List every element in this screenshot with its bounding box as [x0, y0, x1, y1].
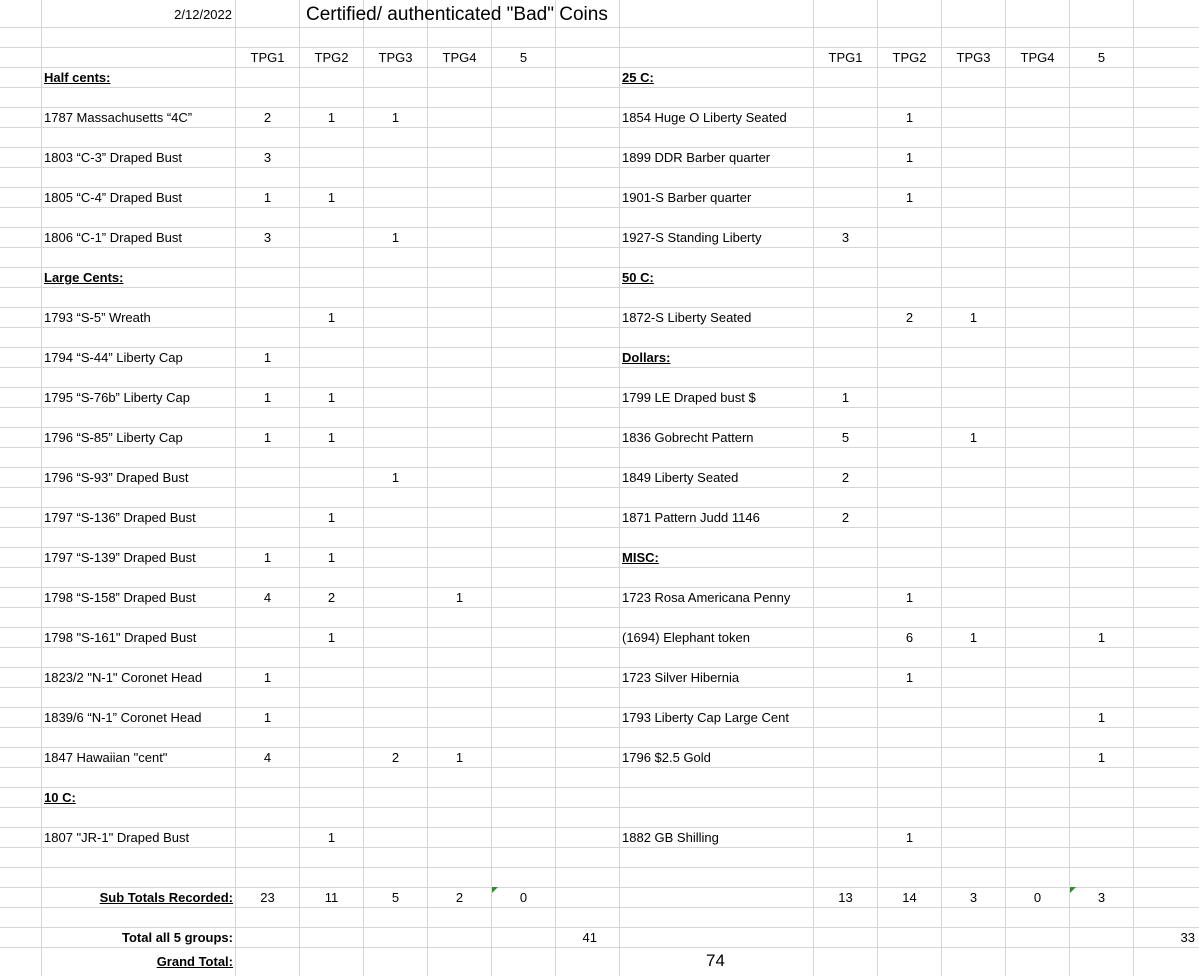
- count-cell-tpg2[interactable]: 1: [905, 830, 914, 845]
- count-cell-tpg5[interactable]: 1: [1097, 710, 1106, 725]
- count-cell-tpg1[interactable]: [814, 828, 877, 848]
- count-cell-tpg3[interactable]: [364, 628, 427, 648]
- count-cell-tpg2[interactable]: 1: [905, 670, 914, 685]
- count-cell-tpg1[interactable]: [814, 588, 877, 608]
- count-cell-tpg5[interactable]: [492, 228, 555, 248]
- right-subtotal-5[interactable]: 3: [1097, 890, 1106, 905]
- count-cell-tpg1[interactable]: 1: [263, 670, 272, 685]
- count-cell-tpg5[interactable]: [492, 628, 555, 648]
- coin-name-cell[interactable]: 1854 Huge O Liberty Seated: [622, 110, 787, 125]
- count-cell-tpg5[interactable]: 1: [1097, 750, 1106, 765]
- count-cell-tpg3[interactable]: [364, 508, 427, 528]
- count-cell-tpg5[interactable]: [492, 508, 555, 528]
- count-cell-tpg2[interactable]: [878, 508, 941, 528]
- count-cell-tpg2[interactable]: 6: [905, 630, 914, 645]
- count-cell-tpg3[interactable]: [942, 668, 1005, 688]
- count-cell-tpg5[interactable]: [1070, 308, 1133, 328]
- count-cell-tpg1[interactable]: 1: [263, 710, 272, 725]
- count-cell-tpg2[interactable]: 1: [905, 150, 914, 165]
- count-cell-tpg4[interactable]: [428, 468, 491, 488]
- count-cell-tpg4[interactable]: [428, 828, 491, 848]
- section-half-cents[interactable]: Half cents:: [44, 70, 111, 85]
- coin-name-cell[interactable]: 1803 “C-3” Draped Bust: [44, 150, 183, 165]
- count-cell-tpg3[interactable]: [942, 468, 1005, 488]
- count-cell-tpg5[interactable]: 1: [1097, 630, 1106, 645]
- count-cell-tpg4[interactable]: [1006, 188, 1069, 208]
- count-cell-tpg5[interactable]: [1070, 668, 1133, 688]
- count-cell-tpg1[interactable]: [236, 508, 299, 528]
- date-cell[interactable]: 2/12/2022: [174, 7, 232, 22]
- count-cell-tpg4[interactable]: [428, 228, 491, 248]
- count-cell-tpg3[interactable]: 1: [391, 230, 400, 245]
- count-cell-tpg5[interactable]: [492, 468, 555, 488]
- count-cell-tpg4[interactable]: 1: [455, 590, 464, 605]
- grand-total-label[interactable]: Grand Total:: [156, 954, 233, 969]
- section-dollars[interactable]: Dollars:: [622, 350, 671, 365]
- coin-name-cell[interactable]: 1723 Silver Hibernia: [622, 670, 740, 685]
- coin-name-cell[interactable]: 1798 "S-161" Draped Bust: [44, 630, 197, 645]
- count-cell-tpg4[interactable]: [1006, 628, 1069, 648]
- left-subtotal-5[interactable]: 0: [519, 890, 528, 905]
- count-cell-tpg1[interactable]: [236, 828, 299, 848]
- coin-name-cell[interactable]: 1787 Massachusetts “4C”: [44, 110, 193, 125]
- right-subtotal-tpg2[interactable]: 14: [902, 890, 917, 905]
- count-cell-tpg5[interactable]: [492, 548, 555, 568]
- coin-name-cell[interactable]: 1872-S Liberty Seated: [622, 310, 752, 325]
- count-cell-tpg5[interactable]: [1070, 428, 1133, 448]
- count-cell-tpg5[interactable]: [492, 388, 555, 408]
- count-cell-tpg1[interactable]: 1: [841, 390, 850, 405]
- count-cell-tpg4[interactable]: [428, 148, 491, 168]
- count-cell-tpg2[interactable]: [878, 748, 941, 768]
- left-col-header-5[interactable]: 5: [519, 50, 528, 65]
- right-col-header-tpg1[interactable]: TPG1: [828, 50, 863, 65]
- count-cell-tpg5[interactable]: [1070, 228, 1133, 248]
- count-cell-tpg1[interactable]: [236, 308, 299, 328]
- count-cell-tpg5[interactable]: [492, 828, 555, 848]
- count-cell-tpg4[interactable]: [1006, 428, 1069, 448]
- gridline-horizontal: [0, 807, 1199, 808]
- coin-name-cell[interactable]: 1797 “S-136” Draped Bust: [44, 510, 196, 525]
- count-cell-tpg3[interactable]: [942, 828, 1005, 848]
- count-cell-tpg2[interactable]: 2: [327, 590, 336, 605]
- count-cell-tpg1[interactable]: [236, 468, 299, 488]
- section-large-cents[interactable]: Large Cents:: [44, 270, 124, 285]
- count-cell-tpg1[interactable]: 2: [841, 470, 850, 485]
- count-cell-tpg4[interactable]: [428, 428, 491, 448]
- count-cell-tpg3[interactable]: 1: [969, 630, 978, 645]
- section-misc[interactable]: MISC:: [622, 550, 659, 565]
- count-cell-tpg2[interactable]: 1: [327, 430, 336, 445]
- count-cell-tpg3[interactable]: [364, 148, 427, 168]
- count-cell-tpg4[interactable]: [1006, 668, 1069, 688]
- count-cell-tpg3[interactable]: [942, 188, 1005, 208]
- count-cell-tpg1[interactable]: 3: [841, 230, 850, 245]
- coin-name-cell[interactable]: 1807 "JR-1" Draped Bust: [44, 830, 190, 845]
- count-cell-tpg4[interactable]: [1006, 508, 1069, 528]
- count-cell-tpg5[interactable]: [492, 188, 555, 208]
- count-cell-tpg3[interactable]: [364, 428, 427, 448]
- gridline-horizontal: [0, 267, 1199, 268]
- left-group-total[interactable]: 41: [582, 930, 597, 945]
- count-cell-tpg5[interactable]: [492, 108, 555, 128]
- count-cell-tpg1[interactable]: [814, 148, 877, 168]
- count-cell-tpg5[interactable]: [1070, 588, 1133, 608]
- count-cell-tpg1[interactable]: 3: [263, 230, 272, 245]
- count-cell-tpg4[interactable]: [428, 508, 491, 528]
- count-cell-tpg2[interactable]: 1: [905, 190, 914, 205]
- count-cell-tpg5[interactable]: [492, 708, 555, 728]
- coin-name-cell[interactable]: 1796 $2.5 Gold: [622, 750, 711, 765]
- count-cell-tpg5[interactable]: [492, 428, 555, 448]
- count-cell-tpg2[interactable]: [300, 228, 363, 248]
- count-cell-tpg3[interactable]: [364, 708, 427, 728]
- count-cell-tpg5[interactable]: [492, 348, 555, 368]
- count-cell-tpg5[interactable]: [1070, 468, 1133, 488]
- count-cell-tpg2[interactable]: 1: [327, 630, 336, 645]
- grand-total-value[interactable]: 74: [706, 951, 725, 970]
- count-cell-tpg5[interactable]: [492, 148, 555, 168]
- right-subtotal-tpg1[interactable]: 13: [838, 890, 853, 905]
- right-group-total[interactable]: 33: [1180, 930, 1195, 945]
- count-cell-tpg3[interactable]: [364, 308, 427, 328]
- left-subtotal-tpg4[interactable]: 2: [455, 890, 464, 905]
- count-cell-tpg3[interactable]: [942, 108, 1005, 128]
- coin-name-cell[interactable]: 1794 “S-44” Liberty Cap: [44, 350, 183, 365]
- count-cell-tpg4[interactable]: [1006, 748, 1069, 768]
- count-cell-tpg1[interactable]: 1: [263, 550, 272, 565]
- section-50c[interactable]: 50 C:: [622, 270, 654, 285]
- coin-name-cell[interactable]: 1847 Hawaiian "cent": [44, 750, 168, 765]
- count-cell-tpg3[interactable]: [364, 388, 427, 408]
- count-cell-tpg1[interactable]: 1: [263, 350, 272, 365]
- count-cell-tpg5[interactable]: [492, 748, 555, 768]
- count-cell-tpg3[interactable]: 2: [391, 750, 400, 765]
- count-cell-tpg4[interactable]: [428, 548, 491, 568]
- coin-name-cell[interactable]: 1805 “C-4” Draped Bust: [44, 190, 183, 205]
- count-cell-tpg2[interactable]: [300, 468, 363, 488]
- count-cell-tpg2[interactable]: 1: [327, 830, 336, 845]
- count-cell-tpg1[interactable]: 2: [263, 110, 272, 125]
- count-cell-tpg3[interactable]: [364, 668, 427, 688]
- count-cell-tpg2[interactable]: 1: [327, 390, 336, 405]
- count-cell-tpg1[interactable]: [814, 188, 877, 208]
- right-col-header-5[interactable]: 5: [1097, 50, 1106, 65]
- count-cell-tpg4[interactable]: [428, 628, 491, 648]
- gridline-horizontal: [0, 867, 1199, 868]
- comment-indicator-icon[interactable]: [1070, 887, 1076, 893]
- count-cell-tpg3[interactable]: [942, 228, 1005, 248]
- gridline-horizontal: [0, 287, 1199, 288]
- count-cell-tpg2[interactable]: [300, 708, 363, 728]
- count-cell-tpg3[interactable]: [364, 828, 427, 848]
- count-cell-tpg3[interactable]: [942, 588, 1005, 608]
- count-cell-tpg5[interactable]: [1070, 148, 1133, 168]
- count-cell-tpg4[interactable]: [1006, 588, 1069, 608]
- coin-name-cell[interactable]: 1839/6 “N-1” Coronet Head: [44, 710, 202, 725]
- coin-name-cell[interactable]: 1823/2 "N-1" Coronet Head: [44, 670, 203, 685]
- count-cell-tpg3[interactable]: [942, 388, 1005, 408]
- gridline-horizontal: [0, 87, 1199, 88]
- count-cell-tpg5[interactable]: [492, 588, 555, 608]
- count-cell-tpg3[interactable]: [942, 748, 1005, 768]
- count-cell-tpg2[interactable]: [300, 748, 363, 768]
- coin-name-cell[interactable]: 1836 Gobrecht Pattern: [622, 430, 754, 445]
- count-cell-tpg2[interactable]: [878, 228, 941, 248]
- count-cell-tpg2[interactable]: 1: [327, 550, 336, 565]
- right-col-header-tpg3[interactable]: TPG3: [956, 50, 991, 65]
- count-cell-tpg1[interactable]: 1: [263, 430, 272, 445]
- section-10c[interactable]: 10 C:: [44, 790, 76, 805]
- count-cell-tpg1[interactable]: 5: [841, 430, 850, 445]
- count-cell-tpg2[interactable]: [878, 428, 941, 448]
- right-col-header-tpg2[interactable]: TPG2: [892, 50, 927, 65]
- count-cell-tpg4[interactable]: 1: [455, 750, 464, 765]
- count-cell-tpg3[interactable]: 1: [969, 310, 978, 325]
- count-cell-tpg5[interactable]: [492, 668, 555, 688]
- count-cell-tpg5[interactable]: [1070, 188, 1133, 208]
- coin-name-cell[interactable]: 1901-S Barber quarter: [622, 190, 752, 205]
- sheet-title[interactable]: Certified/ authenticated "Bad" Coins: [306, 4, 608, 25]
- count-cell-tpg5[interactable]: [1070, 388, 1133, 408]
- count-cell-tpg4[interactable]: [428, 708, 491, 728]
- count-cell-tpg4[interactable]: [1006, 708, 1069, 728]
- coin-name-cell[interactable]: 1806 “C-1” Draped Bust: [44, 230, 183, 245]
- coin-name-cell[interactable]: 1799 LE Draped bust $: [622, 390, 756, 405]
- count-cell-tpg4[interactable]: [428, 348, 491, 368]
- count-cell-tpg1[interactable]: [236, 628, 299, 648]
- coin-name-cell[interactable]: 1793 Liberty Cap Large Cent: [622, 710, 789, 725]
- count-cell-tpg2[interactable]: 1: [327, 110, 336, 125]
- count-cell-tpg1[interactable]: [814, 308, 877, 328]
- count-cell-tpg1[interactable]: [814, 708, 877, 728]
- count-cell-tpg1[interactable]: [814, 108, 877, 128]
- count-cell-tpg3[interactable]: [364, 188, 427, 208]
- count-cell-tpg4[interactable]: [428, 108, 491, 128]
- coin-name-cell[interactable]: 1796 “S-85” Liberty Cap: [44, 430, 183, 445]
- left-col-header-tpg3[interactable]: TPG3: [378, 50, 413, 65]
- count-cell-tpg2[interactable]: 1: [327, 310, 336, 325]
- coin-name-cell[interactable]: 1797 “S-139” Draped Bust: [44, 550, 196, 565]
- count-cell-tpg1[interactable]: [814, 668, 877, 688]
- coin-name-cell[interactable]: 1796 “S-93” Draped Bust: [44, 470, 189, 485]
- count-cell-tpg1[interactable]: 3: [263, 150, 272, 165]
- count-cell-tpg2[interactable]: [300, 148, 363, 168]
- count-cell-tpg1[interactable]: 2: [841, 510, 850, 525]
- count-cell-tpg3[interactable]: [364, 348, 427, 368]
- count-cell-tpg3[interactable]: [364, 588, 427, 608]
- count-cell-tpg4[interactable]: [1006, 228, 1069, 248]
- count-cell-tpg4[interactable]: [1006, 388, 1069, 408]
- right-col-header-tpg4[interactable]: TPG4: [1020, 50, 1055, 65]
- count-cell-tpg5[interactable]: [1070, 508, 1133, 528]
- coin-name-cell[interactable]: 1871 Pattern Judd 1146: [622, 510, 760, 525]
- count-cell-tpg4[interactable]: [1006, 468, 1069, 488]
- total-all-groups-label[interactable]: Total all 5 groups:: [122, 930, 233, 945]
- coin-name-cell[interactable]: 1798 “S-158” Draped Bust: [44, 590, 196, 605]
- subtotals-label[interactable]: Sub Totals Recorded:: [99, 890, 233, 905]
- count-cell-tpg4[interactable]: [428, 388, 491, 408]
- left-subtotal-tpg3[interactable]: 5: [391, 890, 400, 905]
- count-cell-tpg3[interactable]: 1: [391, 110, 400, 125]
- count-cell-tpg1[interactable]: 4: [263, 590, 272, 605]
- count-cell-tpg1[interactable]: [814, 628, 877, 648]
- count-cell-tpg5[interactable]: [1070, 108, 1133, 128]
- left-col-header-tpg1[interactable]: TPG1: [250, 50, 285, 65]
- count-cell-tpg3[interactable]: 1: [969, 430, 978, 445]
- count-cell-tpg1[interactable]: 4: [263, 750, 272, 765]
- count-cell-tpg3[interactable]: [942, 708, 1005, 728]
- left-col-header-tpg2[interactable]: TPG2: [314, 50, 349, 65]
- count-cell-tpg2[interactable]: 1: [905, 110, 914, 125]
- gridline-horizontal: [0, 787, 1199, 788]
- comment-indicator-icon[interactable]: [492, 887, 498, 893]
- right-subtotal-tpg3[interactable]: 3: [969, 890, 978, 905]
- count-cell-tpg1[interactable]: [814, 748, 877, 768]
- count-cell-tpg2[interactable]: 1: [327, 190, 336, 205]
- count-cell-tpg3[interactable]: [942, 508, 1005, 528]
- count-cell-tpg2[interactable]: [878, 468, 941, 488]
- count-cell-tpg4[interactable]: [1006, 148, 1069, 168]
- count-cell-tpg5[interactable]: [492, 308, 555, 328]
- left-col-header-tpg4[interactable]: TPG4: [442, 50, 477, 65]
- section-25c[interactable]: 25 C:: [622, 70, 654, 85]
- coin-name-cell[interactable]: 1927-S Standing Liberty: [622, 230, 762, 245]
- count-cell-tpg1[interactable]: 1: [263, 390, 272, 405]
- left-subtotal-tpg1[interactable]: 23: [260, 890, 275, 905]
- count-cell-tpg4[interactable]: [428, 308, 491, 328]
- count-cell-tpg3[interactable]: [942, 148, 1005, 168]
- count-cell-tpg3[interactable]: [364, 548, 427, 568]
- coin-name-cell[interactable]: 1795 “S-76b” Liberty Cap: [44, 390, 190, 405]
- count-cell-tpg5[interactable]: [1070, 828, 1133, 848]
- right-subtotal-tpg4[interactable]: 0: [1033, 890, 1042, 905]
- count-cell-tpg2[interactable]: 1: [327, 510, 336, 525]
- coin-name-cell[interactable]: 1849 Liberty Seated: [622, 470, 739, 485]
- count-cell-tpg4[interactable]: [428, 188, 491, 208]
- count-cell-tpg3[interactable]: 1: [391, 470, 400, 485]
- count-cell-tpg4[interactable]: [1006, 308, 1069, 328]
- count-cell-tpg1[interactable]: 1: [263, 190, 272, 205]
- coin-name-cell[interactable]: 1899 DDR Barber quarter: [622, 150, 771, 165]
- count-cell-tpg2[interactable]: [878, 388, 941, 408]
- count-cell-tpg2[interactable]: [300, 348, 363, 368]
- count-cell-tpg4[interactable]: [428, 668, 491, 688]
- count-cell-tpg4[interactable]: [1006, 108, 1069, 128]
- count-cell-tpg2[interactable]: [878, 708, 941, 728]
- coin-name-cell[interactable]: 1723 Rosa Americana Penny: [622, 590, 791, 605]
- count-cell-tpg2[interactable]: [300, 668, 363, 688]
- coin-name-cell[interactable]: (1694) Elephant token: [622, 630, 750, 645]
- coin-name-cell[interactable]: 1882 GB Shilling: [622, 830, 719, 845]
- count-cell-tpg4[interactable]: [1006, 828, 1069, 848]
- left-subtotal-tpg2[interactable]: 11: [324, 890, 339, 905]
- count-cell-tpg2[interactable]: 2: [905, 310, 914, 325]
- coin-name-cell[interactable]: 1793 “S-5” Wreath: [44, 310, 151, 325]
- count-cell-tpg2[interactable]: 1: [905, 590, 914, 605]
